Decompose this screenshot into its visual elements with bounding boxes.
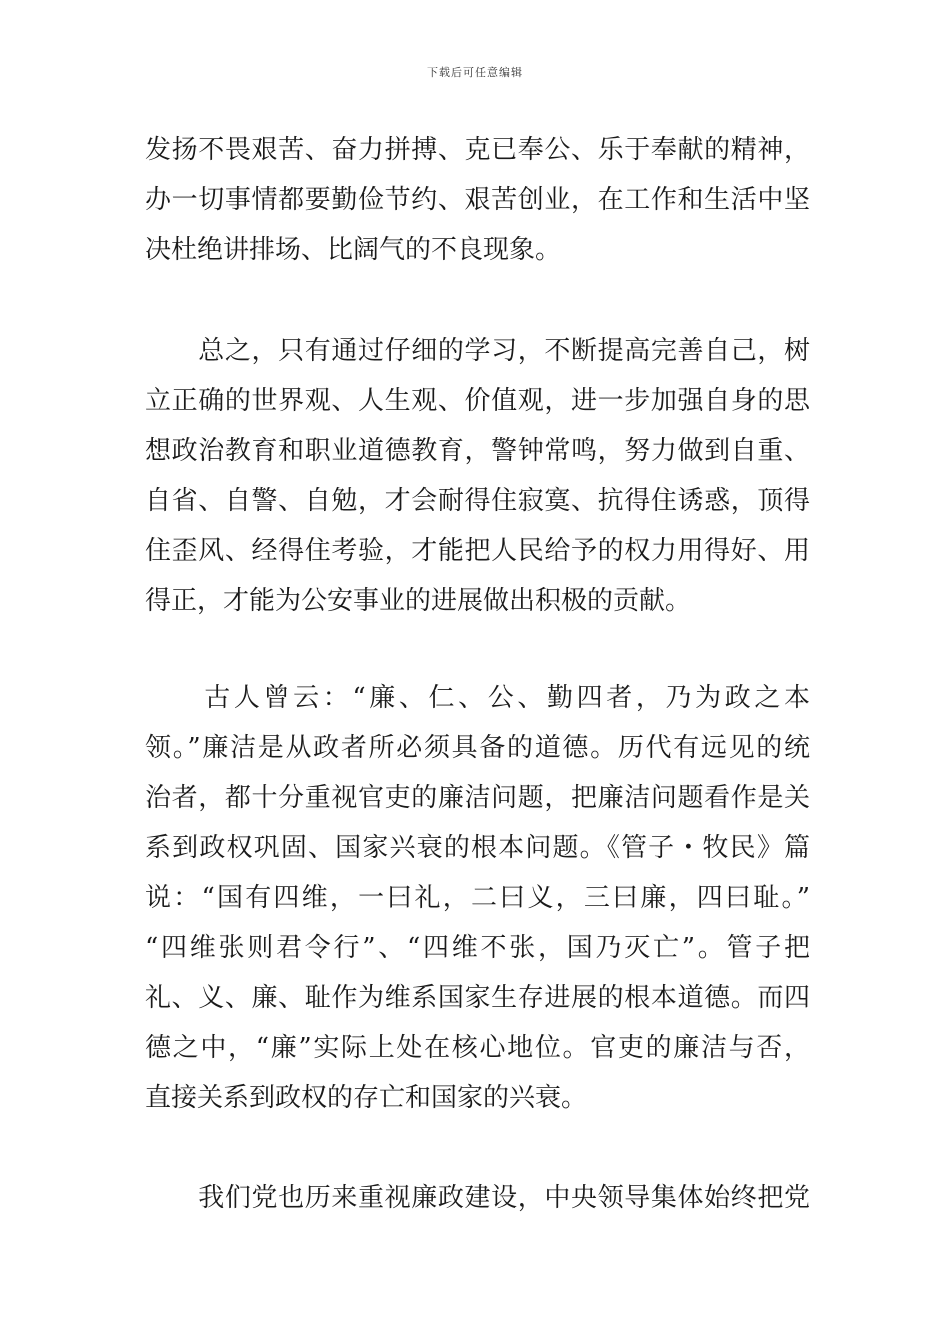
paragraph-3-line-2: 领。”廉洁是从政者所必须具备的道德。历代有远见的统 xyxy=(145,733,810,763)
paragraph-3-line-1: 古人曾云：“廉、仁、公、勤四者，乃为政之本 xyxy=(145,683,810,713)
paragraph-2-line-1: 总之，只有通过仔细的学习，不断提高完善自己，树 xyxy=(145,336,810,366)
paragraph-2-line-2: 立正确的世界观、人生观、价值观，进一步加强自身的思 xyxy=(145,386,810,416)
paragraph-3-line-5: 说：“国有四维，一曰礼，二曰义，三曰廉，四曰耻。” xyxy=(145,883,810,913)
paragraph-1-line-2: 办一切事情都要勤俭节约、艰苦创业，在工作和生活中坚 xyxy=(145,185,810,215)
paragraph-2-line-5: 住歪风、经得住考验，才能把人民给予的权力用得好、用 xyxy=(145,536,810,566)
paragraph-4-line-1: 我们党也历来重视廉政建设，中央领导集体始终把党 xyxy=(145,1183,810,1213)
paragraph-3-line-6: “四维张则君令行”、“四维不张，国乃灭亡”。管子把 xyxy=(145,933,810,963)
paragraph-3-line-7: 礼、义、廉、耻作为维系国家生存进展的根本道德。而四 xyxy=(145,983,810,1013)
page-header: 下载后可任意编辑 xyxy=(427,66,523,79)
paragraph-2-line-4: 自省、自警、自勉，才会耐得住寂寞、抗得住诱惑，顶得 xyxy=(145,486,810,516)
paragraph-2-line-6: 得正，才能为公安事业的进展做出积极的贡献。 xyxy=(145,586,692,616)
paragraph-3-line-8: 德之中，“廉”实际上处在核心地位。官吏的廉洁与否， xyxy=(145,1033,810,1063)
paragraph-3-line-4: 系到政权巩固、国家兴衰的根本问题。《管子・牧民》篇 xyxy=(145,833,810,863)
paragraph-3-line-9: 直接关系到政权的存亡和国家的兴衰。 xyxy=(145,1083,588,1113)
paragraph-2-line-3: 想政治教育和职业道德教育，警钟常鸣，努力做到自重、 xyxy=(145,436,810,466)
paragraph-1-line-3: 决杜绝讲排场、比阔气的不良现象。 xyxy=(145,235,562,265)
paragraph-1-line-1: 发扬不畏艰苦、奋力拼搏、克已奉公、乐于奉献的精神， xyxy=(145,135,810,165)
paragraph-3-line-3: 治者，都十分重视官吏的廉洁问题，把廉洁问题看作是关 xyxy=(145,783,810,813)
